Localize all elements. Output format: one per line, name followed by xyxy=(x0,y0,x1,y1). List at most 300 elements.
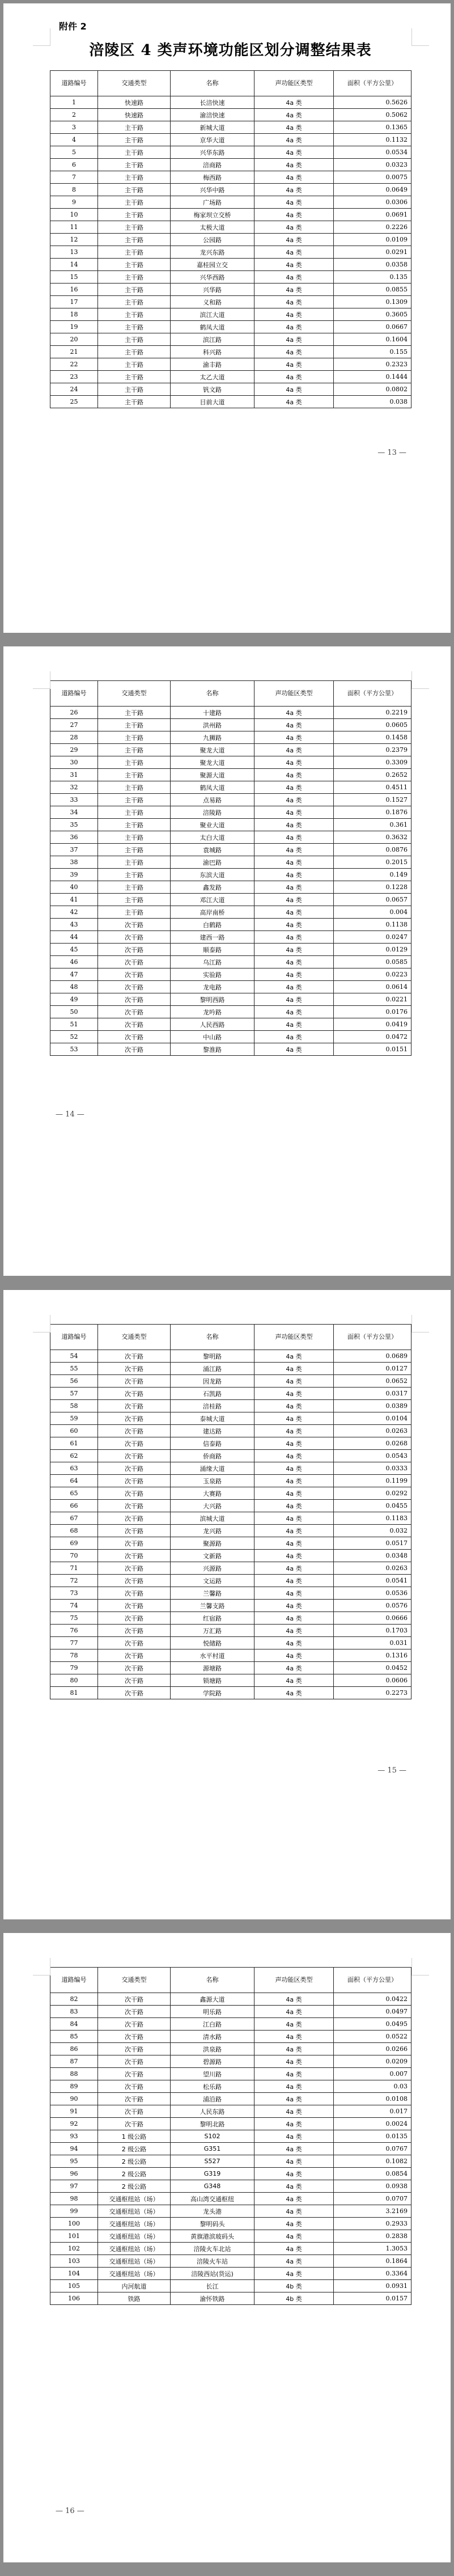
road-code-cell: 98 xyxy=(50,2193,98,2205)
area-cell: 0.1132 xyxy=(334,134,411,146)
road-code-cell: 84 xyxy=(50,2018,98,2031)
table-row xyxy=(50,2093,411,2105)
road-name-cell: 涪商路 xyxy=(171,159,254,171)
road-type-cell: 次干路 xyxy=(98,1674,171,1687)
road-name-cell: 聚龙大道 xyxy=(171,756,254,769)
area-cell: 3.2169 xyxy=(334,2205,411,2218)
area-cell: 0.0606 xyxy=(334,1674,411,1687)
zone-class-cell: 4a 类 xyxy=(254,1550,334,1562)
area-cell: 0.1703 xyxy=(334,1625,411,1637)
area-cell: 0.0104 xyxy=(334,1412,411,1425)
zone-class-cell: 4a 类 xyxy=(254,1018,334,1031)
road-code-cell: 25 xyxy=(50,396,98,408)
table-row xyxy=(50,806,411,819)
road-type-cell: 主干路 xyxy=(98,284,171,296)
area-cell: 0.0689 xyxy=(334,1350,411,1363)
table-row xyxy=(50,1550,411,1562)
zone-class-cell: 4a 类 xyxy=(254,1375,334,1388)
zone-class-cell: 4a 类 xyxy=(254,906,334,919)
road-code-cell: 75 xyxy=(50,1612,98,1625)
road-code-cell: 42 xyxy=(50,906,98,919)
road-type-cell: 主干路 xyxy=(98,159,171,171)
table-row xyxy=(50,2155,411,2168)
road-code-cell: 73 xyxy=(50,1587,98,1600)
road-type-cell: 次干路 xyxy=(98,1612,171,1625)
area-cell: 0.0614 xyxy=(334,981,411,993)
area-cell: 0.3364 xyxy=(334,2268,411,2280)
area-cell: 0.0938 xyxy=(334,2180,411,2193)
road-code-cell: 96 xyxy=(50,2168,98,2180)
road-type-cell: 次干路 xyxy=(98,1437,171,1450)
road-type-cell: 主干路 xyxy=(98,856,171,869)
road-type-cell: 次干路 xyxy=(98,1525,171,1537)
zone-class-cell: 4a 类 xyxy=(254,1674,334,1687)
area-cell: 0.0333 xyxy=(334,1462,411,1475)
zone-class-cell: 4a 类 xyxy=(254,134,334,146)
road-type-cell: 次干路 xyxy=(98,1006,171,1018)
road-type-cell: 交通枢纽站（场） xyxy=(98,2205,171,2218)
table-row xyxy=(50,2006,411,2018)
road-name-cell: 龙吟路 xyxy=(171,1006,254,1018)
column-header-name: 名称 xyxy=(171,1968,254,1993)
zone-class-cell: 4a 类 xyxy=(254,96,334,109)
column-header-area: 面积（平方公里） xyxy=(334,681,411,707)
road-code-cell: 79 xyxy=(50,1662,98,1674)
road-type-cell: 次干路 xyxy=(98,2118,171,2130)
zone-class-cell: 4a 类 xyxy=(254,2130,334,2143)
road-type-cell: 次干路 xyxy=(98,1475,171,1487)
area-cell: 0.0455 xyxy=(334,1500,411,1512)
column-header-area: 面积（平方公里） xyxy=(334,1325,411,1350)
table-row xyxy=(50,1500,411,1512)
road-name-cell: 红宿路 xyxy=(171,1612,254,1625)
zone-class-cell: 4a 类 xyxy=(254,2243,334,2255)
road-name-cell: 邓江大道 xyxy=(171,894,254,906)
road-name-cell: 涌缘大道 xyxy=(171,1462,254,1475)
road-name-cell: 太乙大道 xyxy=(171,371,254,383)
area-cell: 0.5626 xyxy=(334,96,411,109)
road-name-cell: 鹤凤大道 xyxy=(171,321,254,333)
area-cell: 0.007 xyxy=(334,2068,411,2080)
road-type-cell: 次干路 xyxy=(98,2055,171,2068)
zone-class-cell: 4a 类 xyxy=(254,968,334,981)
road-name-cell: 聚业大道 xyxy=(171,819,254,831)
road-type-cell: 铁路 xyxy=(98,2292,171,2305)
road-name-cell: 太极大道 xyxy=(171,221,254,234)
area-cell: 0.0108 xyxy=(334,2093,411,2105)
table-row xyxy=(50,333,411,346)
table-row xyxy=(50,1425,411,1437)
road-code-cell: 88 xyxy=(50,2068,98,2080)
road-type-cell: 主干路 xyxy=(98,906,171,919)
road-name-cell: 太白大道 xyxy=(171,831,254,844)
road-code-cell: 45 xyxy=(50,944,98,956)
table-row xyxy=(50,2105,411,2118)
area-cell: 0.0452 xyxy=(334,1662,411,1674)
road-type-cell: 次干路 xyxy=(98,2080,171,2093)
road-name-cell: 鑫源大道 xyxy=(171,1993,254,2006)
zone-class-cell: 4b 类 xyxy=(254,2280,334,2292)
road-name-cell: 人民西路 xyxy=(171,1018,254,1031)
road-code-cell: 34 xyxy=(50,806,98,819)
area-cell: 0.1199 xyxy=(334,1475,411,1487)
page-number: — 14 — xyxy=(56,1110,84,1119)
area-cell: 0.1527 xyxy=(334,794,411,806)
road-code-cell: 12 xyxy=(50,234,98,246)
road-code-cell: 80 xyxy=(50,1674,98,1687)
road-type-cell: 主干路 xyxy=(98,769,171,781)
road-name-cell: 龙头港 xyxy=(171,2205,254,2218)
area-cell: 0.155 xyxy=(334,346,411,358)
road-name-cell: 聚源大道 xyxy=(171,769,254,781)
road-type-cell: 次干路 xyxy=(98,1649,171,1662)
column-header-road-type: 交通类型 xyxy=(98,1968,171,1993)
area-cell: 0.1864 xyxy=(334,2255,411,2268)
road-code-cell: 35 xyxy=(50,819,98,831)
road-code-cell: 54 xyxy=(50,1350,98,1363)
road-code-cell: 22 xyxy=(50,358,98,371)
area-cell: 0.0024 xyxy=(334,2118,411,2130)
zone-class-cell: 4a 类 xyxy=(254,1649,334,1662)
road-code-cell: 65 xyxy=(50,1487,98,1500)
road-type-cell: 次干路 xyxy=(98,1350,171,1363)
road-type-cell: 主干路 xyxy=(98,134,171,146)
road-type-cell: 主干路 xyxy=(98,794,171,806)
road-code-cell: 66 xyxy=(50,1500,98,1512)
table-row xyxy=(50,1412,411,1425)
road-type-cell: 次干路 xyxy=(98,956,171,968)
road-name-cell: 涪桂路 xyxy=(171,1400,254,1412)
road-code-cell: 2 xyxy=(50,109,98,121)
column-header-area: 面积（平方公里） xyxy=(334,1968,411,1993)
road-name-cell: 袁城路 xyxy=(171,844,254,856)
area-cell: 0.0534 xyxy=(334,146,411,159)
road-type-cell: 主干路 xyxy=(98,209,171,221)
road-type-cell: 主干路 xyxy=(98,146,171,159)
zone-class-cell: 4a 类 xyxy=(254,109,334,121)
road-type-cell: 主干路 xyxy=(98,221,171,234)
zone-class-cell: 4a 类 xyxy=(254,1031,334,1043)
zone-class-cell: 4a 类 xyxy=(254,1475,334,1487)
zone-class-cell: 4a 类 xyxy=(254,296,334,308)
page-number: — 15 — xyxy=(377,1766,406,1775)
area-cell: 0.038 xyxy=(334,396,411,408)
road-type-cell: 主干路 xyxy=(98,396,171,408)
zone-class-cell: 4a 类 xyxy=(254,794,334,806)
area-cell: 0.0157 xyxy=(334,2292,411,2305)
zone-class-cell: 4a 类 xyxy=(254,981,334,993)
page-number: — 16 — xyxy=(56,2507,84,2515)
column-header-name: 名称 xyxy=(171,71,254,96)
table-row xyxy=(50,1437,411,1450)
road-code-cell: 40 xyxy=(50,881,98,894)
road-name-cell: 浦沿路 xyxy=(171,2093,254,2105)
area-cell: 0.0247 xyxy=(334,931,411,944)
table-row xyxy=(50,346,411,358)
table-row xyxy=(50,109,411,121)
road-type-cell: 次干路 xyxy=(98,1550,171,1562)
road-type-cell: 主干路 xyxy=(98,731,171,744)
area-cell: 0.032 xyxy=(334,1525,411,1537)
road-name-cell: 松乐路 xyxy=(171,2080,254,2093)
area-cell: 1.3053 xyxy=(334,2243,411,2255)
zone-class-cell: 4a 类 xyxy=(254,2006,334,2018)
table-row xyxy=(50,1662,411,1674)
road-code-cell: 59 xyxy=(50,1412,98,1425)
road-name-cell: 信泰路 xyxy=(171,1437,254,1450)
road-code-cell: 63 xyxy=(50,1462,98,1475)
area-cell: 0.0266 xyxy=(334,2043,411,2055)
road-name-cell: 文运路 xyxy=(171,1575,254,1587)
road-name-cell: 学院路 xyxy=(171,1687,254,1699)
table-row xyxy=(50,2118,411,2130)
area-cell: 0.5062 xyxy=(334,109,411,121)
table-row xyxy=(50,2255,411,2268)
area-cell: 0.0666 xyxy=(334,1612,411,1625)
area-cell: 0.0348 xyxy=(334,1550,411,1562)
road-code-cell: 36 xyxy=(50,831,98,844)
road-code-cell: 16 xyxy=(50,284,98,296)
road-code-cell: 17 xyxy=(50,296,98,308)
road-code-cell: 106 xyxy=(50,2292,98,2305)
zone-class-cell: 4a 类 xyxy=(254,819,334,831)
road-code-cell: 43 xyxy=(50,919,98,931)
road-code-cell: 24 xyxy=(50,383,98,396)
road-code-cell: 74 xyxy=(50,1600,98,1612)
road-type-cell: 内河航道 xyxy=(98,2280,171,2292)
road-name-cell: 乌江路 xyxy=(171,956,254,968)
area-cell: 0.0495 xyxy=(334,2018,411,2031)
area-cell: 0.3309 xyxy=(334,756,411,769)
area-cell: 0.2015 xyxy=(334,856,411,869)
road-name-cell: 实验路 xyxy=(171,968,254,981)
road-code-cell: 6 xyxy=(50,159,98,171)
zone-class-cell: 4a 类 xyxy=(254,221,334,234)
road-type-cell: 次干路 xyxy=(98,2006,171,2018)
road-code-cell: 60 xyxy=(50,1425,98,1437)
road-type-cell: 次干路 xyxy=(98,944,171,956)
column-header-zone-class: 声功能区类型 xyxy=(254,71,334,96)
road-code-cell: 70 xyxy=(50,1550,98,1562)
area-cell: 0.1604 xyxy=(334,333,411,346)
zone-class-cell: 4a 类 xyxy=(254,234,334,246)
road-name-cell: 黎明路 xyxy=(171,1350,254,1363)
road-name-cell: 兴源路 xyxy=(171,1562,254,1575)
road-name-cell: 渝涪快速 xyxy=(171,109,254,121)
road-type-cell: 交通枢纽站（场） xyxy=(98,2218,171,2230)
road-name-cell: 梅家坝立交桥 xyxy=(171,209,254,221)
table-row xyxy=(50,756,411,769)
table-row xyxy=(50,1031,411,1043)
road-name-cell: 九狮路 xyxy=(171,731,254,744)
table-row xyxy=(50,2230,411,2243)
road-name-cell: 玉泉路 xyxy=(171,1475,254,1487)
table-row xyxy=(50,956,411,968)
road-name-cell: 江白路 xyxy=(171,2018,254,2031)
table-row xyxy=(50,731,411,744)
road-name-cell: 碧源路 xyxy=(171,2055,254,2068)
zone-class-cell: 4a 类 xyxy=(254,806,334,819)
area-cell: 0.017 xyxy=(334,2105,411,2118)
road-name-cell: 因龙路 xyxy=(171,1375,254,1388)
road-code-cell: 11 xyxy=(50,221,98,234)
area-cell: 0.3605 xyxy=(334,308,411,321)
table-row xyxy=(50,121,411,134)
column-header-zone-class: 声功能区类型 xyxy=(254,681,334,707)
zone-class-cell: 4a 类 xyxy=(254,1006,334,1018)
road-code-cell: 95 xyxy=(50,2155,98,2168)
area-cell: 0.0667 xyxy=(334,321,411,333)
road-name-cell: 十建路 xyxy=(171,707,254,719)
road-name-cell: 渝丰路 xyxy=(171,358,254,371)
road-code-cell: 81 xyxy=(50,1687,98,1699)
road-name-cell: 渝巴路 xyxy=(171,856,254,869)
road-name-cell: 长涪快速 xyxy=(171,96,254,109)
road-code-cell: 77 xyxy=(50,1637,98,1649)
zone-class-cell: 4a 类 xyxy=(254,1562,334,1575)
zone-class-cell: 4a 类 xyxy=(254,1587,334,1600)
area-cell: 0.0306 xyxy=(334,196,411,209)
table-row xyxy=(50,1993,411,2006)
area-cell: 0.2652 xyxy=(334,769,411,781)
zone-class-cell: 4a 类 xyxy=(254,719,334,731)
area-cell: 0.4511 xyxy=(334,781,411,794)
table-row xyxy=(50,1637,411,1649)
area-cell: 0.2219 xyxy=(334,707,411,719)
road-type-cell: 次干路 xyxy=(98,1412,171,1425)
table-row xyxy=(50,2280,411,2292)
area-cell: 0.0323 xyxy=(334,159,411,171)
zone-class-cell: 4a 类 xyxy=(254,2180,334,2193)
area-cell: 0.0541 xyxy=(334,1575,411,1587)
road-type-cell: 主干路 xyxy=(98,234,171,246)
table-row xyxy=(50,2193,411,2205)
road-code-cell: 97 xyxy=(50,2180,98,2193)
zoning-table xyxy=(50,70,411,408)
zone-class-cell: 4a 类 xyxy=(254,2168,334,2180)
road-code-cell: 69 xyxy=(50,1537,98,1550)
area-cell: 0.0127 xyxy=(334,1363,411,1375)
road-name-cell: 公园路 xyxy=(171,234,254,246)
area-cell: 0.0389 xyxy=(334,1400,411,1412)
road-code-cell: 57 xyxy=(50,1388,98,1400)
zone-class-cell: 4a 类 xyxy=(254,171,334,184)
table-row xyxy=(50,1363,411,1375)
area-cell: 0.2323 xyxy=(334,358,411,371)
road-name-cell: 洪泉路 xyxy=(171,2043,254,2055)
area-cell: 0.0209 xyxy=(334,2055,411,2068)
road-type-cell: 次干路 xyxy=(98,1537,171,1550)
area-cell: 0.0223 xyxy=(334,968,411,981)
road-code-cell: 58 xyxy=(50,1400,98,1412)
road-name-cell: 目前大道 xyxy=(171,396,254,408)
road-name-cell: 黎淮路 xyxy=(171,1043,254,1056)
area-cell: 0.0075 xyxy=(334,171,411,184)
road-type-cell: 次干路 xyxy=(98,1575,171,1587)
column-header-zone-class: 声功能区类型 xyxy=(254,1325,334,1350)
road-name-cell: 科兴路 xyxy=(171,346,254,358)
zone-class-cell: 4a 类 xyxy=(254,1600,334,1612)
zone-class-cell: 4a 类 xyxy=(254,1400,334,1412)
area-cell: 0.1444 xyxy=(334,371,411,383)
table-row xyxy=(50,881,411,894)
zone-class-cell: 4a 类 xyxy=(254,844,334,856)
zone-class-cell: 4a 类 xyxy=(254,2105,334,2118)
road-type-cell: 次干路 xyxy=(98,1400,171,1412)
table-row xyxy=(50,2143,411,2155)
zone-class-cell: 4a 类 xyxy=(254,2155,334,2168)
table-row xyxy=(50,1687,411,1699)
table-row xyxy=(50,707,411,719)
road-code-cell: 90 xyxy=(50,2093,98,2105)
road-code-cell: 14 xyxy=(50,259,98,271)
road-name-cell: 建达路 xyxy=(171,1425,254,1437)
road-code-cell: 46 xyxy=(50,956,98,968)
area-cell: 0.0221 xyxy=(334,993,411,1006)
road-code-cell: 100 xyxy=(50,2218,98,2230)
table-header-row xyxy=(50,1325,411,1350)
road-code-cell: 78 xyxy=(50,1649,98,1662)
table-row xyxy=(50,1537,411,1550)
road-type-cell: 主干路 xyxy=(98,259,171,271)
area-cell: 0.0767 xyxy=(334,2143,411,2155)
road-code-cell: 61 xyxy=(50,1437,98,1450)
table-row xyxy=(50,171,411,184)
area-cell: 0.0855 xyxy=(334,284,411,296)
road-name-cell: 龙兴路 xyxy=(171,1525,254,1537)
zone-class-cell: 4a 类 xyxy=(254,371,334,383)
road-code-cell: 7 xyxy=(50,171,98,184)
table-row xyxy=(50,1600,411,1612)
zone-class-cell: 4a 类 xyxy=(254,1637,334,1649)
table-row xyxy=(50,134,411,146)
road-type-cell: 次干路 xyxy=(98,1993,171,2006)
road-name-cell: 黎明西路 xyxy=(171,993,254,1006)
road-type-cell: 主干路 xyxy=(98,121,171,134)
area-cell: 0.0931 xyxy=(334,2280,411,2292)
road-type-cell: 交通枢纽站（场） xyxy=(98,2268,171,2280)
road-code-cell: 20 xyxy=(50,333,98,346)
table-row xyxy=(50,234,411,246)
table-row xyxy=(50,396,411,408)
road-name-cell: 滨城大道 xyxy=(171,1512,254,1525)
road-type-cell: 主干路 xyxy=(98,371,171,383)
road-name-cell: 清水路 xyxy=(171,2031,254,2043)
area-cell: 0.1228 xyxy=(334,881,411,894)
road-type-cell: 次干路 xyxy=(98,1687,171,1699)
road-name-cell: 黎明码头 xyxy=(171,2218,254,2230)
table-row xyxy=(50,1587,411,1600)
road-name-cell: 龙电路 xyxy=(171,981,254,993)
road-code-cell: 104 xyxy=(50,2268,98,2280)
table-row xyxy=(50,993,411,1006)
road-code-cell: 76 xyxy=(50,1625,98,1637)
table-row xyxy=(50,831,411,844)
table-row xyxy=(50,1450,411,1462)
road-code-cell: 21 xyxy=(50,346,98,358)
area-cell: 0.1183 xyxy=(334,1512,411,1525)
zone-class-cell: 4a 类 xyxy=(254,1625,334,1637)
zone-class-cell: 4a 类 xyxy=(254,2255,334,2268)
table-row xyxy=(50,2218,411,2230)
area-cell: 0.0536 xyxy=(334,1587,411,1600)
zone-class-cell: 4a 类 xyxy=(254,919,334,931)
road-code-cell: 9 xyxy=(50,196,98,209)
table-row xyxy=(50,246,411,259)
road-type-cell: 次干路 xyxy=(98,1512,171,1525)
zone-class-cell: 4a 类 xyxy=(254,2118,334,2130)
zone-class-cell: 4a 类 xyxy=(254,869,334,881)
